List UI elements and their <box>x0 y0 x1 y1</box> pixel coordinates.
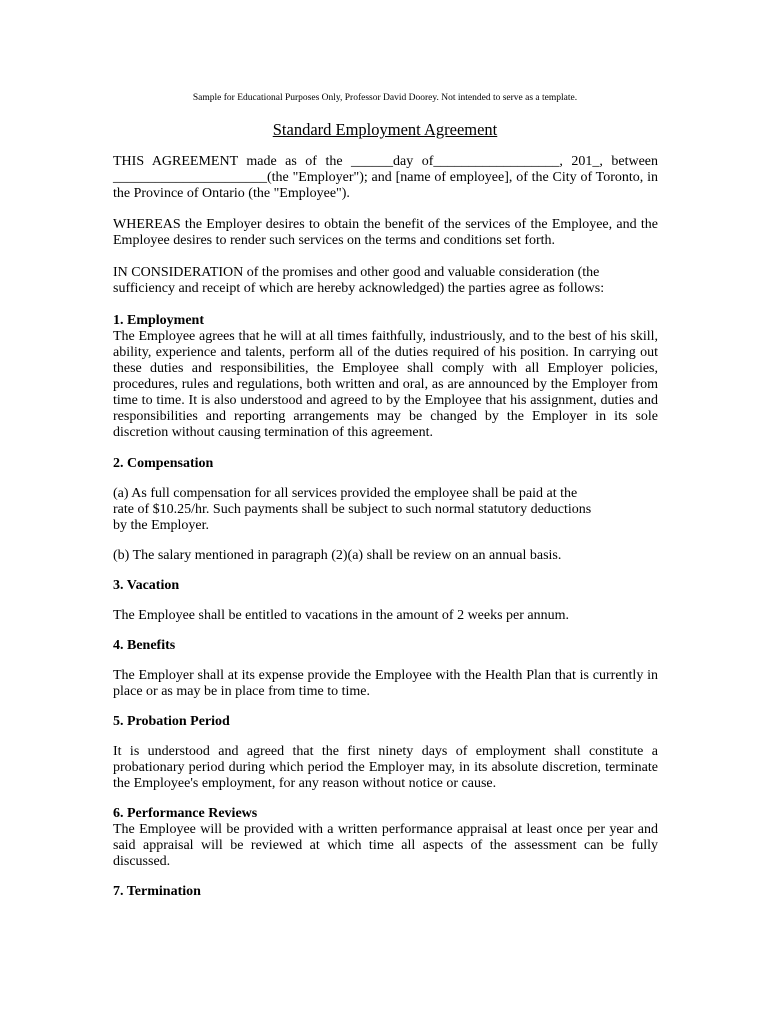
section-body-vacation: The Employee shall be entitled to vacations in the amount of 2 weeks per annum. <box>113 608 570 623</box>
section-heading-vacation: 3. Vacation <box>113 578 180 593</box>
disclaimer-note: Sample for Educational Purposes Only, Professor David Doorey. Not intended to serve as a template. <box>192 93 578 103</box>
section-heading-benefits: 4. Benefits <box>113 638 176 653</box>
section-body-employment: The Employee agrees that he will at all times faithfully, industriously, and to the best of his skill, ability, experience and talents, perform all of the duties required of his position. In carrying out these duties and responsibilities, the Employee shall comply with all Employer policies, procedures, rules and regulations, both written and oral, as are announced by the Employer from time to time. It is also understood and agreed to by the Employee that his assignment, duties and responsibilities and reporting arrangements may be changed by the Employer in its sole discretion without causing termination of this agreement. <box>113 329 658 440</box>
compensation-paragraph-a: (a) As full compensation for all services provided the employee shall be paid at the rate of $10.25/hr. Such payments shall be subject to such normal statutory deductions by the Employer. <box>113 486 592 533</box>
section-body-performance: The Employee will be provided with a written performance appraisal at least once per year and said appraisal will be reviewed at which time all aspects of the assessment can be fully discussed. <box>113 822 658 869</box>
consideration-paragraph: IN CONSIDERATION of the promises and other good and valuable consideration (the sufficiency and receipt of which are hereby acknowledged) the parties agree as follows: <box>113 265 605 296</box>
document-title: Standard Employment Agreement <box>272 120 498 139</box>
section-heading-probation: 5. Probation Period <box>113 714 230 729</box>
compensation-paragraph-b: (b) The salary mentioned in paragraph (2)(a) shall be review on an annual basis. <box>113 548 562 563</box>
intro-paragraph: THIS AGREEMENT made as of the ______day of__________________, 201_, between ______________________(the "Employer"); and [name of employee], of the City of Toronto, in the Province of Ontario (the "Employee"). <box>113 154 658 201</box>
section-heading-compensation: 2. Compensation <box>113 456 214 471</box>
section-heading-employment: 1. Employment <box>113 313 204 328</box>
section-body-benefits: The Employer shall at its expense provide the Employee with the Health Plan that is currently in place or as may be in place from time to time. <box>113 668 658 699</box>
section-heading-termination: 7. Termination <box>113 884 201 899</box>
section-body-probation: It is understood and agreed that the first ninety days of employment shall constitute a probationary period during which period the Employer may, in its absolute discretion, terminate the Employee's employment, for any reason without notice or cause. <box>113 744 658 791</box>
document-body <box>113 154 658 900</box>
whereas-paragraph: WHEREAS the Employer desires to obtain the benefit of the services of the Employee, and the Employee desires to render such services on the terms and conditions set forth. <box>113 217 658 248</box>
section-heading-performance: 6. Performance Reviews <box>113 806 258 821</box>
